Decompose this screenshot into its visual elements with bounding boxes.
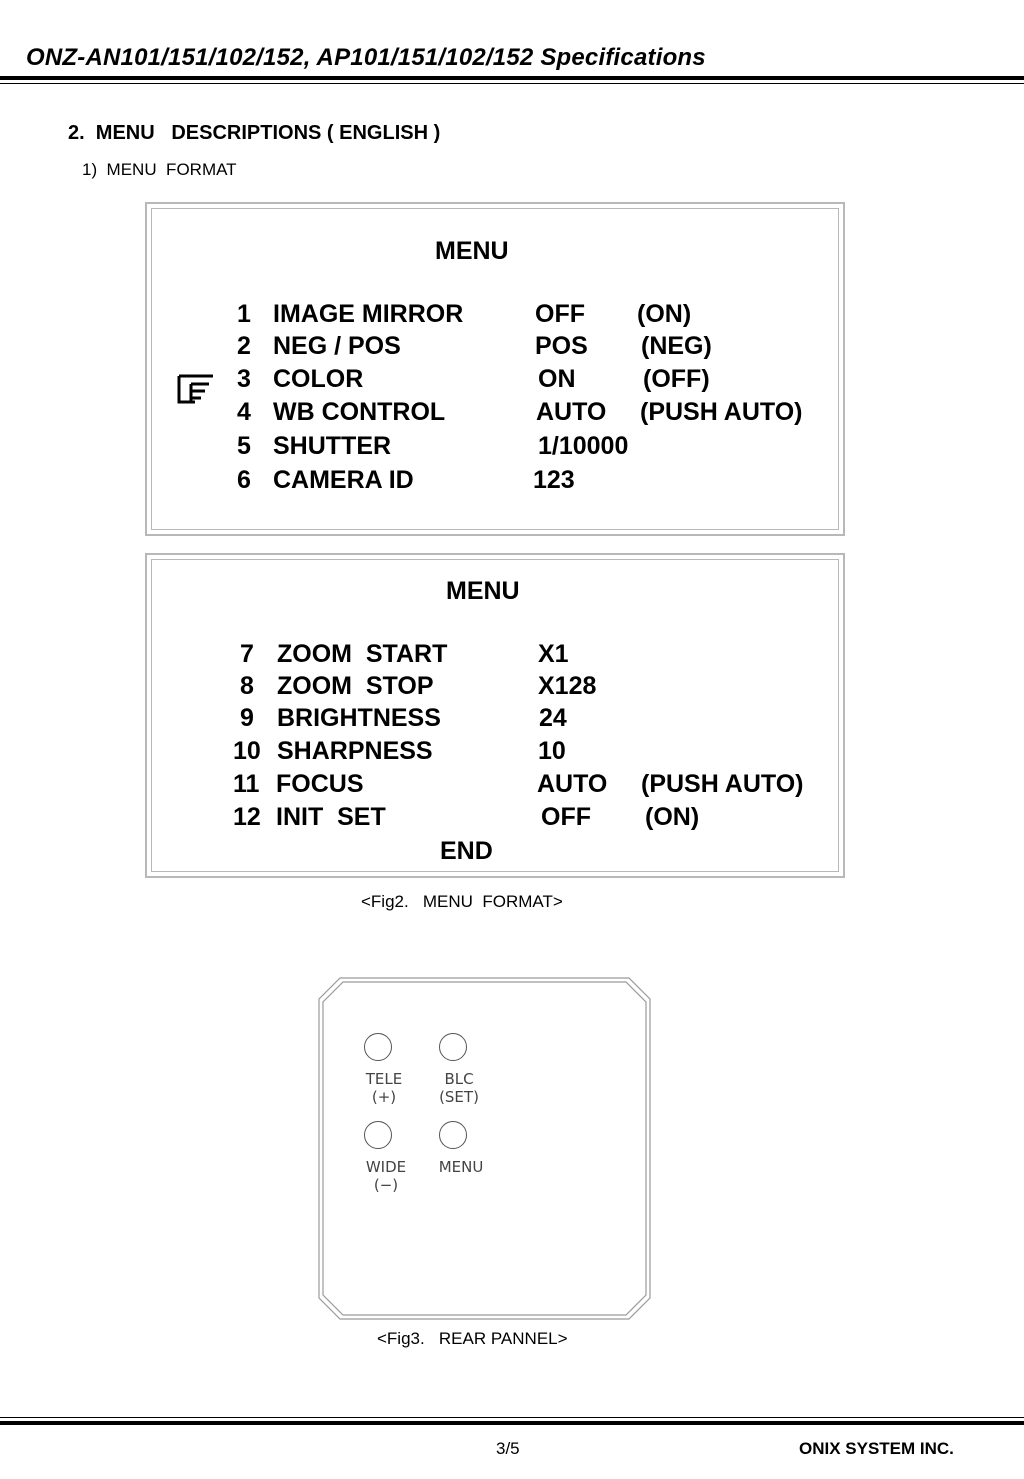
rear-panel-outline [318,977,651,1320]
subsection-heading: 1) MENU FORMAT [82,160,237,179]
menu-item-label: FOCUS [276,770,364,798]
menu-item-value: X1 [538,640,569,668]
menu-item-label: ZOOM START [277,640,448,668]
wide-button-label: WIDE (−) [365,1158,407,1194]
menu-item-label: COLOR [273,365,364,393]
menu-item-label: SHARPNESS [277,737,433,765]
tele-button-label: TELE (+) [365,1070,403,1106]
menu-item-number: 5 [237,432,251,460]
menu-item-number: 4 [237,398,251,426]
menu-item-number: 8 [240,672,254,700]
pointing-hand-icon [175,372,217,406]
menu-item-label: NEG / POS [273,332,401,360]
menu-item-number: 11 [233,770,260,798]
page-number: 3/5 [496,1439,520,1458]
wide-button[interactable] [364,1121,392,1149]
menu-item-value: 1/10000 [538,432,629,460]
figure-caption: <Fig3. REAR PANNEL> [377,1329,568,1348]
menu-item-number: 12 [233,803,261,831]
menu-item-number: 3 [237,365,251,393]
menu-item-number: 7 [240,640,254,668]
company-name: ONIX SYSTEM INC. [799,1439,954,1458]
header-rule-thin [0,83,1024,84]
menu-item-number: 1 [237,300,251,328]
menu-item-value: AUTO [536,398,607,426]
menu-item-number: 10 [233,737,261,765]
menu-item-value: OFF [535,300,585,328]
figure-caption: <Fig2. MENU FORMAT> [361,892,563,911]
blc-set-button[interactable] [439,1033,467,1061]
menu-item-value: 24 [539,704,567,732]
menu-item-value: 10 [538,737,566,765]
menu-item-label: BRIGHTNESS [277,704,441,732]
footer-rule-thin [0,1417,1024,1418]
menu-item-alt-value: (PUSH AUTO) [640,398,803,426]
menu-item-number: 6 [237,466,251,494]
menu-item-label: ZOOM STOP [277,672,434,700]
menu-item-value: ON [538,365,576,393]
menu-item-number: 9 [240,704,254,732]
menu-item-alt-value: (PUSH AUTO) [641,770,804,798]
menu-item-alt-value: (OFF) [643,365,710,393]
menu-item-label: SHUTTER [273,432,392,460]
menu-item-number: 2 [237,332,251,360]
menu-button[interactable] [439,1121,467,1149]
menu-item-value: AUTO [537,770,608,798]
menu-item-alt-value: (ON) [637,300,692,328]
menu-end-label: END [440,837,493,865]
menu-item-label: WB CONTROL [273,398,446,426]
section-heading: 2. MENU DESCRIPTIONS ( ENGLISH ) [68,122,441,144]
document-title: ONZ-AN101/151/102/152, AP101/151/102/152 Specifications [26,44,706,71]
footer-rule-thick [0,1421,1024,1425]
menu-item-label: INIT SET [276,803,386,831]
menu-item-label: IMAGE MIRROR [273,300,464,328]
menu-item-value: 123 [533,466,575,494]
blc-set-button-label: BLC (SET) [439,1070,479,1106]
header-rule-thick [0,76,1024,80]
menu-item-value: OFF [541,803,591,831]
menu-item-value: X128 [538,672,597,700]
menu-item-alt-value: (NEG) [641,332,712,360]
menu-item-value: POS [535,332,588,360]
menu-title: MENU [446,577,520,605]
menu-item-alt-value: (ON) [645,803,700,831]
tele-button[interactable] [364,1033,392,1061]
menu-button-label: MENU [438,1158,484,1176]
menu-item-label: CAMERA ID [273,466,414,494]
menu-title: MENU [435,237,509,265]
